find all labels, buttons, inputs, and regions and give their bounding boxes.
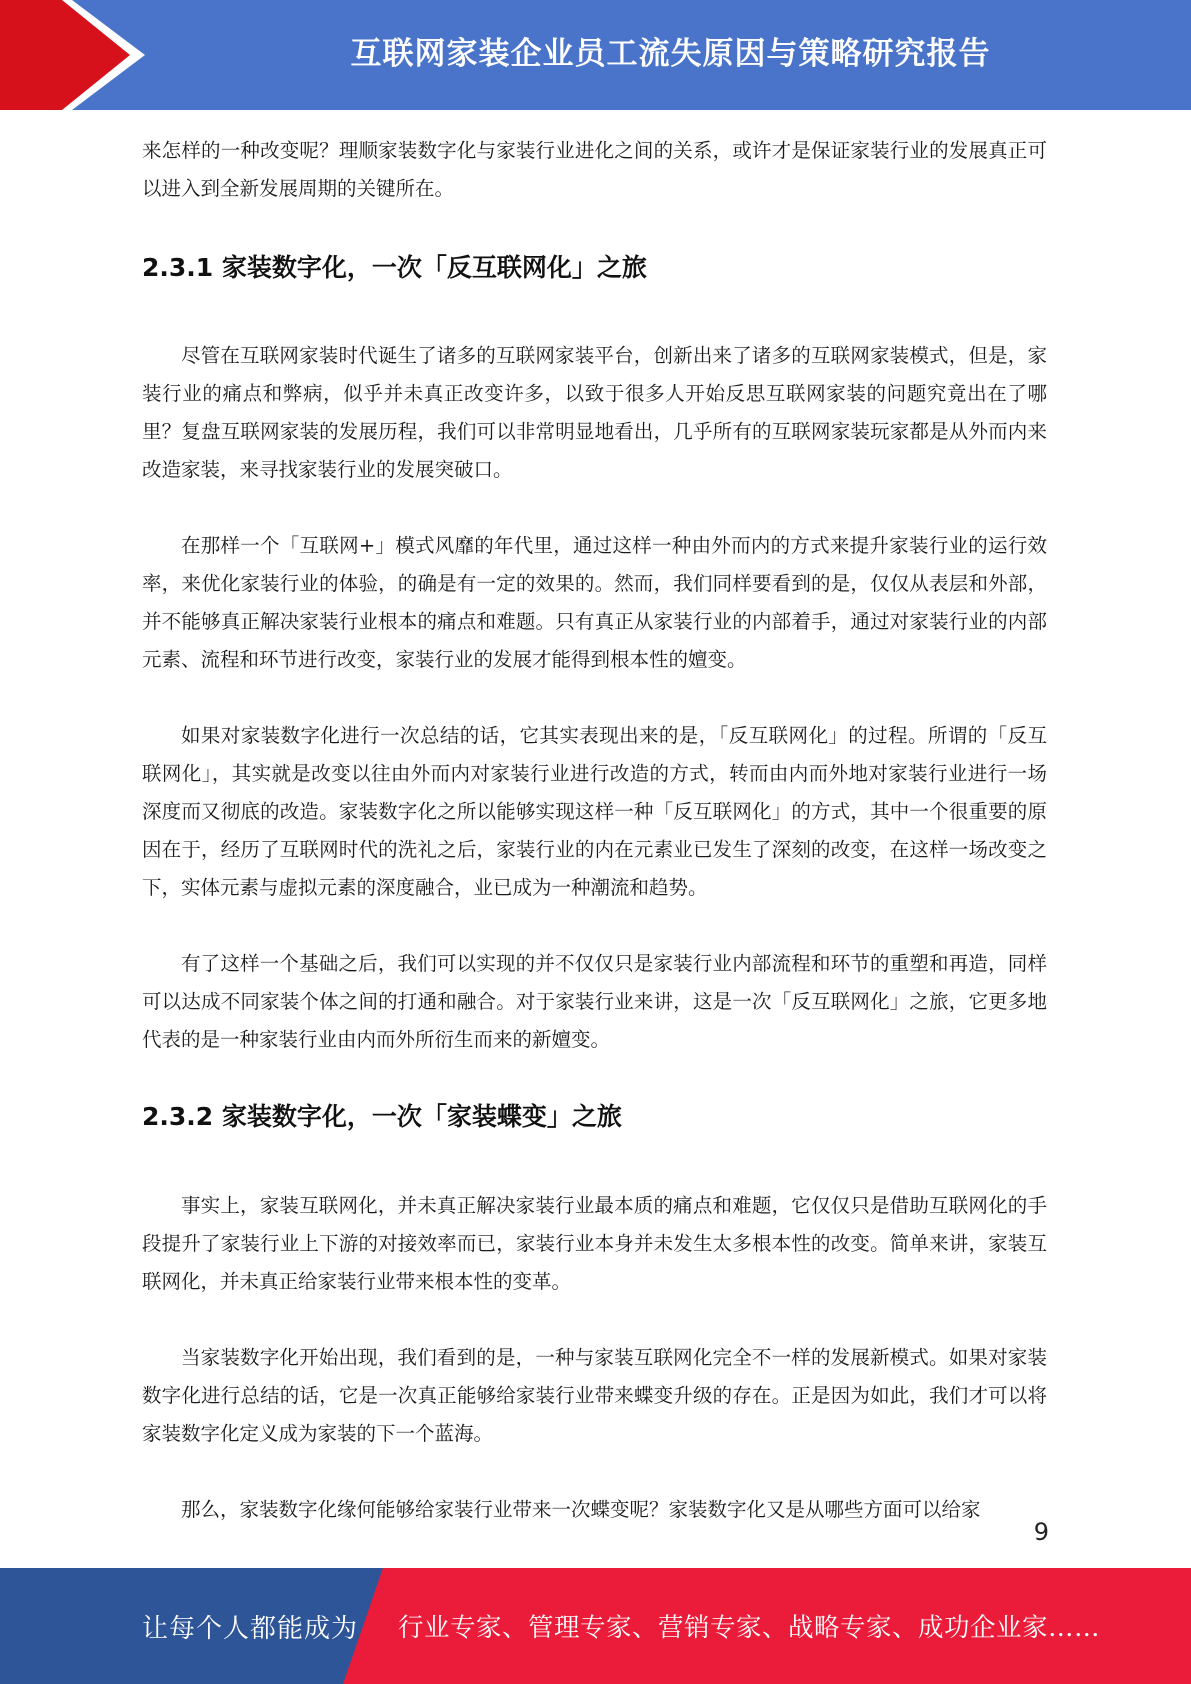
paragraph: 尽管在互联网家装时代诞生了诸多的互联网家装平台，创新出来了诸多的互联网家装模式，但是，家装行业的痛点和弊病，似乎并未真正改变许多，以致于很多人开始反思互联网家装的问题究竟出在了哪里？复盘互联网家装的发展历程，我们可以非常明显地看出，几乎所有的互联网家装玩家都是从外而内来改造家装，来寻找家装行业的发展突破口。 xyxy=(142,344,1047,481)
paragraph: 在那样一个「互联网+」模式风靡的年代里，通过这样一种由外而内的方式来提升家装行业的运行效率，来优化家装行业的体验，的确是有一定的效果的。然而，我们同样要看到的是，仅仅从表层和外部，并不能够真正解决家装行业根本的痛点和难题。只有真正从家装行业的内部着手，通过对家装行业的内部元素、流程和环节进行改变，家装行业的发展才能得到根本性的嬗变。 xyxy=(142,534,1047,671)
document-body xyxy=(142,132,1047,1529)
paragraph-continued: 来怎样的一种改变呢？理顺家装数字化与家装行业进化之间的关系，或许才是保证家装行业的发展真正可以进入到全新发展周期的关键所在。 xyxy=(142,139,1047,200)
paragraph: 如果对家装数字化进行一次总结的话，它其实表现出来的是，「反互联网化」的过程。所谓的「反互联网化」，其实就是改变以往由外而内对家装行业进行改造的方式，转而由内而外地对家装行业进行一场深度而又彻底的改造。家装数字化之所以能够实现这样一种「反互联网化」的方式，其中一个很重要的原因在于，经历了互联网时代的洗礼之后，家装行业的内在元素业已发生了深刻的改变，在这样一场改变之下，实体元素与虚拟元素的深度融合，业已成为一种潮流和趋势。 xyxy=(142,724,1047,899)
footer-slogan-lead: 让每个人都能成为 xyxy=(142,1613,359,1644)
paragraph: 当家装数字化开始出现，我们看到的是，一种与家装互联网化完全不一样的发展新模式。如果对家装数字化进行总结的话，它是一次真正能够给家装行业带来蝶变升级的存在。正是因为如此，我们才可以将家装数字化定义成为家装的下一个蓝海。 xyxy=(142,1346,1047,1445)
paragraph: 有了这样一个基础之后，我们可以实现的并不仅仅只是家装行业内部流程和环节的重塑和再造，同样可以达成不同家装个体之间的打通和融合。对于家装行业来讲，这是一次「反互联网化」之旅，它更多地代表的是一种家装行业由内而外所衍生而来的新嬗变。 xyxy=(142,952,1047,1051)
section-heading-2-3-2: 2.3.2 家装数字化，一次「家装蝶变」之旅 xyxy=(142,1102,622,1131)
paragraph: 事实上，家装互联网化，并未真正解决家装行业最本质的痛点和难题，它仅仅只是借助互联网化的手段提升了家装行业上下游的对接效率而已，家装行业本身并未发生太多根本性的改变。简单来讲，家装互联网化，并未真正给家装行业带来根本性的变革。 xyxy=(142,1194,1047,1293)
footer-slogan-roles: 行业专家、管理专家、营销专家、战略专家、成功企业家…… xyxy=(398,1613,1101,1643)
paragraph: 那么，家装数字化缘何能够给家装行业带来一次蝶变呢？家装数字化又是从哪些方面可以给家 xyxy=(181,1498,981,1521)
page-number: 9 xyxy=(1033,1518,1049,1546)
footer-banner xyxy=(0,1568,1191,1684)
section-heading-2-3-1: 2.3.1 家装数字化，一次「反互联网化」之旅 xyxy=(142,253,647,282)
header-arrow-decoration xyxy=(0,0,150,110)
report-title: 互联网家装企业员工流失原因与策略研究报告 xyxy=(350,35,991,72)
header-banner xyxy=(0,0,1191,110)
